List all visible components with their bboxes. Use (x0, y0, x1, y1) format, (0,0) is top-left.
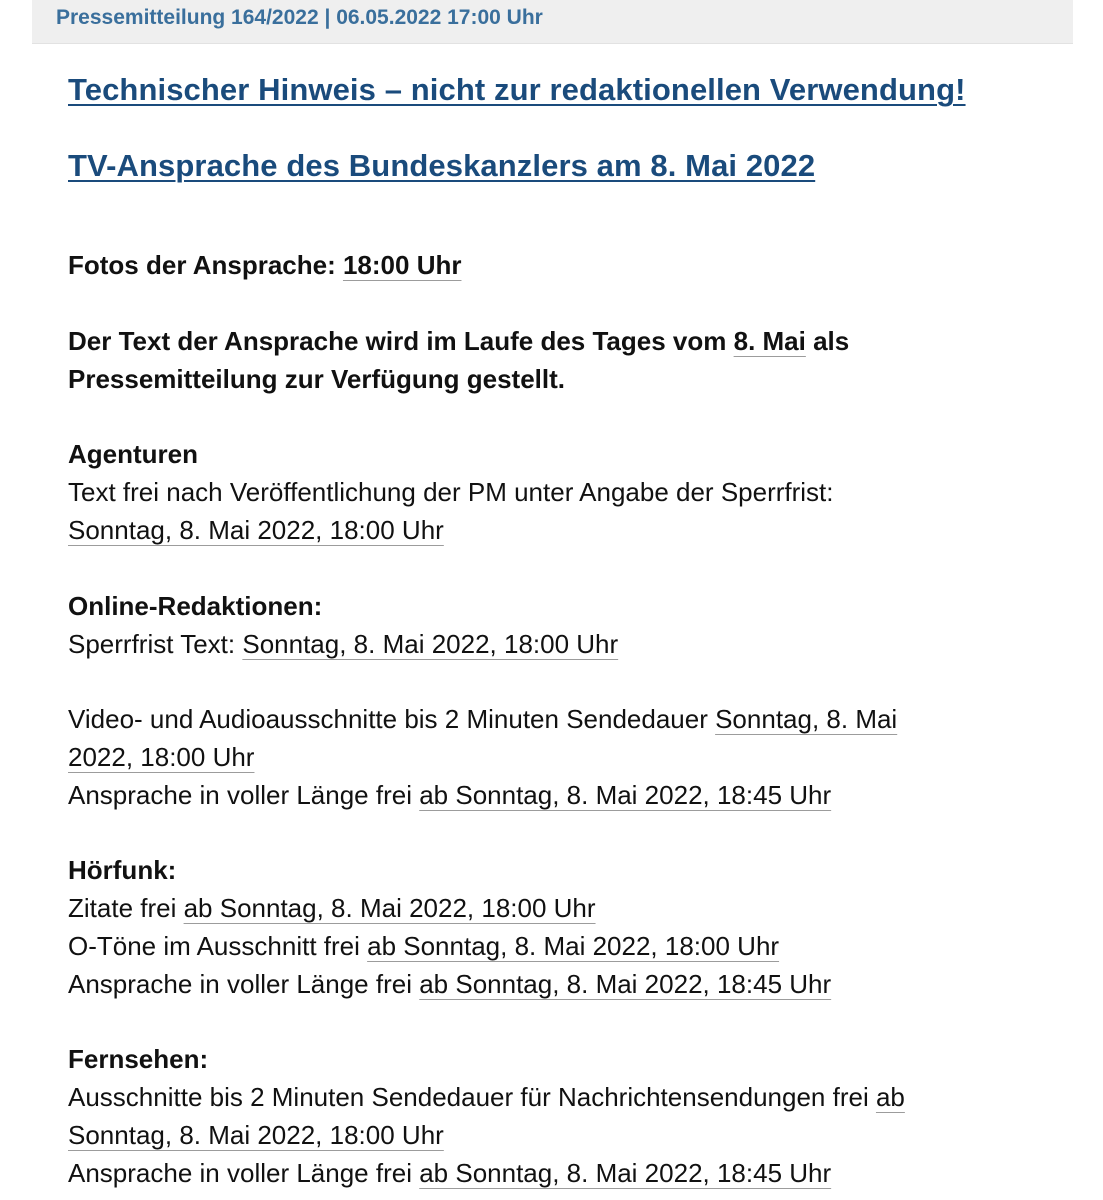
hoerfunk-section (68, 851, 1028, 1003)
agenturen-section (68, 435, 1028, 549)
fernsehen-ausschnitte-date-b[interactable]: Sonntag, 8. Mai 2022, 18:00 Uhr (68, 1120, 444, 1150)
online-heading: Online-Redaktionen: (68, 591, 323, 621)
fernsehen-ausschnitte-line-1 (68, 1078, 1028, 1116)
online-video-section (68, 700, 1028, 814)
text-info-part-2: als (805, 326, 850, 356)
hoerfunk-otoene-date[interactable]: ab Sonntag, 8. Mai 2022, 18:00 Uhr (367, 931, 780, 961)
agenturen-text: Text frei nach Veröffentlichung der PM unter Angabe der Sperrfrist: (68, 477, 834, 507)
online-sperrfrist-line (68, 625, 1028, 663)
online-redaktionen-section (68, 587, 1028, 663)
hoerfunk-heading: Hörfunk: (68, 855, 177, 885)
hoerfunk-zitate-date[interactable]: ab Sonntag, 8. Mai 2022, 18:00 Uhr (183, 893, 596, 923)
fernsehen-full-label: Ansprache in voller Länge frei (68, 1158, 420, 1188)
agenturen-date-line (68, 511, 1028, 549)
press-release-meta: Pressemitteilung 164/2022 | 06.05.2022 17:00 Uhr (56, 6, 543, 29)
text-info-part-1: Der Text der Ansprache wird im Laufe des Tages vom (68, 326, 734, 356)
fernsehen-ausschnitte-line-2 (68, 1116, 1028, 1154)
fotos-time[interactable]: 18:00 Uhr (342, 250, 462, 280)
online-sperrfrist-label: Sperrfrist Text: (68, 629, 243, 659)
fernsehen-ausschnitte-label: Ausschnitte bis 2 Minuten Sendedauer für Nachrichtensendungen frei (68, 1082, 876, 1112)
text-availability-info (68, 322, 1028, 398)
fernsehen-section (68, 1040, 1028, 1192)
press-release-header (32, 0, 1073, 44)
hoerfunk-full-label: Ansprache in voller Länge frei (68, 969, 420, 999)
hoerfunk-otoene-label: O-Töne im Ausschnitt frei (68, 931, 368, 961)
online-video-date-b[interactable]: 2022, 18:00 Uhr (68, 742, 255, 772)
fernsehen-heading: Fernsehen: (68, 1044, 209, 1074)
headline-link[interactable]: TV-Ansprache des Bundeskanzlers am 8. Mai 2022 (68, 148, 816, 183)
text-info-date[interactable]: 8. Mai (733, 326, 806, 356)
hoerfunk-otoene-line (68, 927, 1028, 965)
text-info-line-1 (68, 322, 1028, 360)
online-full-line (68, 776, 1028, 814)
online-video-line-2 (68, 738, 1028, 776)
online-video-label: Video- und Audioausschnitte bis 2 Minuten Sendedauer (68, 704, 716, 734)
online-sperrfrist-date[interactable]: Sonntag, 8. Mai 2022, 18:00 Uhr (242, 629, 619, 659)
hoerfunk-zitate-label: Zitate frei (68, 893, 184, 923)
fotos-label: Fotos der Ansprache: (68, 250, 343, 280)
hoerfunk-full-line (68, 965, 1028, 1003)
hoerfunk-full-date[interactable]: ab Sonntag, 8. Mai 2022, 18:45 Uhr (419, 969, 832, 999)
technical-notice-link[interactable]: Technischer Hinweis – nicht zur redaktionellen Verwendung! (68, 72, 966, 107)
fernsehen-full-line (68, 1154, 1028, 1192)
online-full-label: Ansprache in voller Länge frei (68, 780, 420, 810)
online-video-line-1 (68, 700, 1028, 738)
agenturen-date[interactable]: Sonntag, 8. Mai 2022, 18:00 Uhr (68, 515, 444, 545)
online-video-date-a[interactable]: Sonntag, 8. Mai (715, 704, 898, 734)
online-full-date[interactable]: ab Sonntag, 8. Mai 2022, 18:45 Uhr (419, 780, 832, 810)
fernsehen-ausschnitte-date-a[interactable]: ab (875, 1082, 905, 1112)
fernsehen-full-date[interactable]: ab Sonntag, 8. Mai 2022, 18:45 Uhr (419, 1158, 832, 1188)
agenturen-heading: Agenturen (68, 439, 198, 469)
hoerfunk-zitate-line (68, 889, 1028, 927)
fotos-info (68, 246, 1028, 284)
text-info-line-2: Pressemitteilung zur Verfügung gestellt. (68, 364, 565, 394)
